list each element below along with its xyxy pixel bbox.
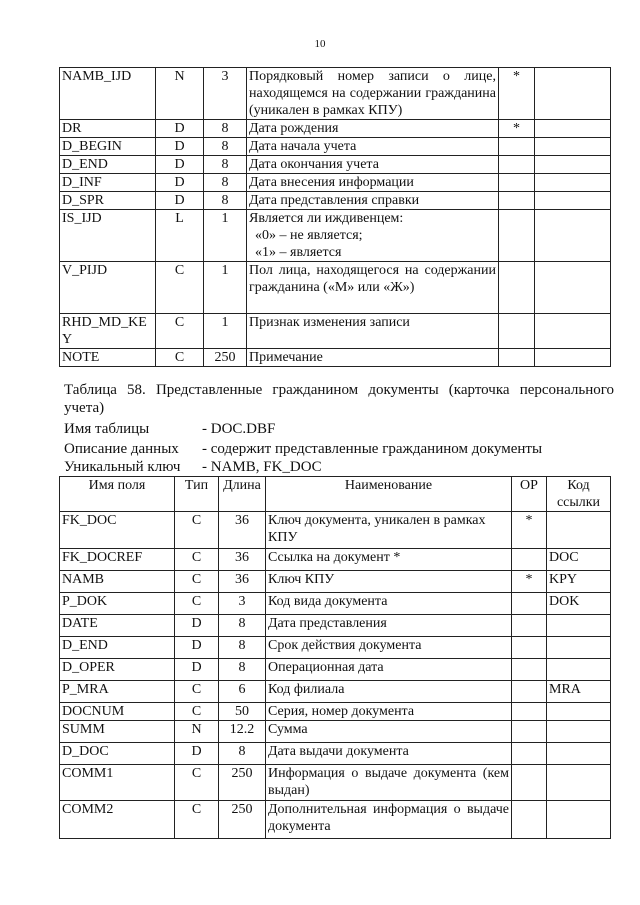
ref-cell [535, 68, 611, 120]
field-name-cell: V_PIJD [60, 262, 156, 314]
ref-cell: MRA [547, 681, 611, 703]
length-cell: 250 [219, 765, 266, 801]
length-cell: 36 [219, 571, 266, 593]
type-cell: N [175, 721, 219, 743]
ref-cell: DOC [547, 549, 611, 571]
type-cell: D [156, 120, 204, 138]
description-cell: Сумма [266, 721, 512, 743]
type-cell: D [156, 138, 204, 156]
type-cell: C [156, 349, 204, 367]
field-name-cell: D_SPR [60, 192, 156, 210]
field-name-cell: FK_DOC [60, 512, 175, 549]
meta-label: Уникальный ключ [64, 459, 181, 475]
type-cell: D [175, 743, 219, 765]
table-row [60, 615, 611, 637]
length-cell: 8 [204, 156, 247, 174]
meta-description [64, 440, 542, 458]
table-row [60, 120, 611, 138]
description-cell: Дополнительная информация о выдаче документа [266, 801, 512, 839]
op-cell [512, 703, 547, 721]
table-row [60, 681, 611, 703]
field-name-cell: IS_IJD [60, 210, 156, 262]
ref-cell: KPY [547, 571, 611, 593]
type-cell: C [156, 262, 204, 314]
op-cell [512, 681, 547, 703]
op-cell: * [512, 571, 547, 593]
table-row [60, 156, 611, 174]
op-cell [512, 743, 547, 765]
length-cell: 1 [204, 210, 247, 262]
ref-cell [535, 156, 611, 174]
length-cell: 12.2 [219, 721, 266, 743]
length-cell: 36 [219, 512, 266, 549]
op-cell [512, 615, 547, 637]
field-name-cell: COMM2 [60, 801, 175, 839]
op-cell [499, 156, 535, 174]
meta-value: - NAMB, FK_DOC [202, 459, 322, 475]
ref-cell [535, 349, 611, 367]
description-cell: Дата рождения [247, 120, 499, 138]
ref-cell [547, 512, 611, 549]
type-cell: L [156, 210, 204, 262]
table-row [60, 68, 611, 120]
length-cell: 8 [219, 659, 266, 681]
op-cell [499, 138, 535, 156]
ref-cell [547, 743, 611, 765]
ref-cell [535, 314, 611, 349]
description-cell: Дата окончания учета [247, 156, 499, 174]
op-cell: * [499, 120, 535, 138]
ref-cell [547, 765, 611, 801]
type-cell: D [175, 615, 219, 637]
table-row [60, 210, 611, 262]
field-name-cell: D_END [60, 637, 175, 659]
table-row [60, 765, 611, 801]
header-length: Длина [219, 477, 266, 512]
description-cell: Код вида документа [266, 593, 512, 615]
table-row [60, 743, 611, 765]
length-cell: 250 [204, 349, 247, 367]
op-cell [499, 210, 535, 262]
description-cell: Срок действия документа [266, 637, 512, 659]
type-cell: C [156, 314, 204, 349]
field-name-cell: D_END [60, 156, 156, 174]
op-cell [499, 192, 535, 210]
table-row [60, 721, 611, 743]
type-cell: C [175, 681, 219, 703]
length-cell: 3 [204, 68, 247, 120]
table-row [60, 349, 611, 367]
ref-cell [535, 262, 611, 314]
length-cell: 1 [204, 314, 247, 349]
type-cell: D [156, 156, 204, 174]
length-cell: 250 [219, 801, 266, 839]
description-cell: Информация о выдаче документа (кем выдан) [266, 765, 512, 801]
description-cell [247, 210, 499, 262]
table-row [60, 703, 611, 721]
table-header-row [60, 477, 611, 512]
length-cell: 50 [219, 703, 266, 721]
description-cell: Признак изменения записи [247, 314, 499, 349]
field-name-cell: NOTE [60, 349, 156, 367]
header-description: Наименование [266, 477, 512, 512]
description-cell: Ключ КПУ [266, 571, 512, 593]
meta-value: - DOC.DBF [202, 421, 276, 437]
length-cell: 8 [219, 615, 266, 637]
table-row [60, 637, 611, 659]
table-row [60, 549, 611, 571]
field-name-cell: D_BEGIN [60, 138, 156, 156]
ref-cell [547, 637, 611, 659]
op-cell [512, 721, 547, 743]
page-number: 10 [314, 38, 326, 50]
description-cell: Дата внесения информации [247, 174, 499, 192]
type-cell: D [175, 637, 219, 659]
ref-cell [535, 192, 611, 210]
op-cell [512, 801, 547, 839]
length-cell: 8 [204, 138, 247, 156]
meta-label: Описание данных [64, 441, 179, 457]
op-cell [499, 262, 535, 314]
type-cell: C [175, 593, 219, 615]
op-cell [512, 637, 547, 659]
table-row [60, 659, 611, 681]
table-row [60, 571, 611, 593]
length-cell: 36 [219, 549, 266, 571]
description-cell: Дата выдачи документа [266, 743, 512, 765]
header-field-name: Имя поля [60, 477, 175, 512]
table-row [60, 192, 611, 210]
description-cell: Операционная дата [266, 659, 512, 681]
type-cell: C [175, 765, 219, 801]
op-cell: * [499, 68, 535, 120]
table-row [60, 262, 611, 314]
field-name-cell: P_DOK [60, 593, 175, 615]
ref-cell [547, 615, 611, 637]
field-name-cell: COMM1 [60, 765, 175, 801]
header-op: ОР [512, 477, 547, 512]
field-name-cell: P_MRA [60, 681, 175, 703]
field-name-cell: FK_DOCREF [60, 549, 175, 571]
ref-cell: DOK [547, 593, 611, 615]
field-name-cell: NAMB [60, 571, 175, 593]
header-type: Тип [175, 477, 219, 512]
meta-table-name [64, 420, 275, 438]
table-row [60, 138, 611, 156]
field-name-cell: D_DOC [60, 743, 175, 765]
description-cell: Порядковый номер записи о лице, находящемся на содержании гражданина (уникален в рамках КПУ) [247, 68, 499, 120]
length-cell: 8 [204, 192, 247, 210]
type-cell: D [156, 192, 204, 210]
description-line: «1» – является [255, 245, 342, 260]
op-cell [512, 593, 547, 615]
ref-cell [547, 659, 611, 681]
description-cell: Серия, номер документа [266, 703, 512, 721]
ref-cell [535, 210, 611, 262]
op-cell [499, 314, 535, 349]
description-cell: Дата представления справки [247, 192, 499, 210]
description-cell: Дата представления [266, 615, 512, 637]
table-row [60, 512, 611, 549]
field-name-cell: NAMB_IJD [60, 68, 156, 120]
header-ref: Код ссылки [547, 477, 611, 512]
meta-unique-key [64, 458, 322, 476]
length-cell: 3 [219, 593, 266, 615]
description-cell: Код филиала [266, 681, 512, 703]
ref-cell [547, 721, 611, 743]
type-cell: C [175, 571, 219, 593]
op-cell [512, 549, 547, 571]
op-cell: * [512, 512, 547, 549]
ref-cell [535, 120, 611, 138]
meta-value: - содержит представленные гражданином документы [202, 441, 543, 457]
field-name-cell: D_INF [60, 174, 156, 192]
type-cell: C [175, 512, 219, 549]
table-row [60, 593, 611, 615]
ref-cell [535, 138, 611, 156]
description-cell: Дата начала учета [247, 138, 499, 156]
description-cell: Ссылка на документ * [266, 549, 512, 571]
meta-label: Имя таблицы [64, 421, 150, 437]
description-line: Является ли иждивенцем: [249, 211, 404, 226]
description-cell: Ключ документа, уникален в рамках КПУ [266, 512, 512, 549]
table-row [60, 174, 611, 192]
length-cell: 8 [204, 174, 247, 192]
ref-cell [547, 801, 611, 839]
op-cell [512, 659, 547, 681]
op-cell [499, 174, 535, 192]
type-cell: C [175, 703, 219, 721]
field-name-cell: D_OPER [60, 659, 175, 681]
ref-cell [547, 703, 611, 721]
field-name-cell: SUMM [60, 721, 175, 743]
table-caption: Таблица 58. Представленные гражданином документы (карточка персонального учета) [64, 382, 614, 416]
length-cell: 8 [219, 743, 266, 765]
length-cell: 8 [219, 637, 266, 659]
description-cell: Пол лица, находящегося на содержании гражданина («М» или «Ж») [247, 262, 499, 314]
op-cell [499, 349, 535, 367]
type-cell: D [175, 659, 219, 681]
continuation-table [59, 67, 611, 367]
documents-table [59, 476, 611, 839]
type-cell: C [175, 801, 219, 839]
table-row [60, 801, 611, 839]
length-cell: 6 [219, 681, 266, 703]
description-cell: Примечание [247, 349, 499, 367]
op-cell [512, 765, 547, 801]
field-name-cell: DR [60, 120, 156, 138]
type-cell: D [156, 174, 204, 192]
field-name-cell: RHD_MD_KEY [60, 314, 156, 349]
field-name-cell: DATE [60, 615, 175, 637]
field-name-cell: DOCNUM [60, 703, 175, 721]
length-cell: 1 [204, 262, 247, 314]
description-line: «0» – не является; [255, 228, 363, 243]
type-cell: N [156, 68, 204, 120]
length-cell: 8 [204, 120, 247, 138]
type-cell: C [175, 549, 219, 571]
table-row [60, 314, 611, 349]
ref-cell [535, 174, 611, 192]
